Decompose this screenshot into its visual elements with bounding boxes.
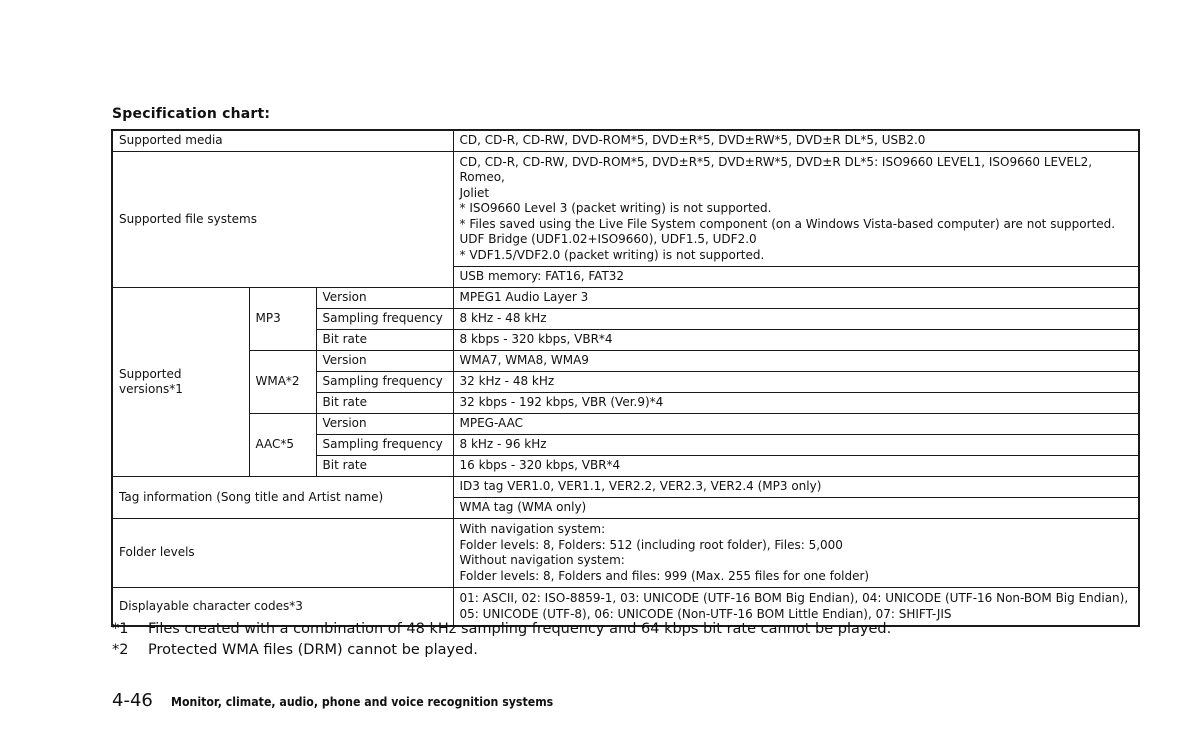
folder-levels-line: Without navigation system:	[459, 553, 625, 567]
param-label: Sampling frequency	[316, 309, 453, 330]
folder-levels-line: Folder levels: 8, Folders and files: 999 (Max. 255 files for one folder)	[459, 568, 870, 583]
param-label: Version	[316, 288, 453, 309]
specification-table	[111, 129, 1140, 627]
footnote-text: Protected WMA files (DRM) cannot be played.	[148, 642, 478, 658]
supported-media-label: Supported media	[112, 130, 453, 151]
usb-memory-value: USB memory: FAT16, FAT32	[453, 267, 1139, 288]
param-value: MPEG1 Audio Layer 3	[453, 288, 1139, 309]
page-footer	[112, 690, 605, 711]
param-label: Bit rate	[316, 393, 453, 414]
table-row-tag-info	[112, 477, 1139, 498]
table-row-folder-levels	[112, 519, 1139, 588]
table-row	[112, 351, 1139, 372]
file-systems-label: Supported file systems	[112, 151, 453, 288]
footnotes	[112, 619, 891, 661]
param-value: 8 kHz - 48 kHz	[453, 309, 1139, 330]
table-row	[112, 414, 1139, 435]
param-label: Version	[316, 414, 453, 435]
table-row-supported-media	[112, 130, 1139, 151]
file-systems-line: Joliet	[459, 185, 490, 200]
param-label: Version	[316, 351, 453, 372]
folder-levels-label: Folder levels	[112, 519, 453, 588]
supported-versions-label	[112, 288, 249, 477]
file-systems-line: * VDF1.5/VDF2.0 (packet writing) is not supported.	[459, 247, 765, 262]
footnote-mark: *1	[112, 621, 129, 637]
section-title: Monitor, climate, audio, phone and voice recognition systems	[170, 694, 554, 709]
supported-media-value: CD, CD-R, CD-RW, DVD-ROM*5, DVD±R*5, DVD±RW*5, DVD±R DL*5, USB2.0	[453, 130, 1139, 151]
tag-info-label: Tag information (Song title and Artist name)	[112, 477, 453, 519]
param-value: 32 kHz - 48 kHz	[453, 372, 1139, 393]
file-systems-line: * ISO9660 Level 3 (packet writing) is not supported.	[459, 201, 772, 215]
file-systems-line: CD, CD-R, CD-RW, DVD-ROM*5, DVD±R*5, DVD±RW*5, DVD±R DL*5: ISO9660 LEVEL1, ISO9660 LEVEL2, Romeo,	[459, 154, 1093, 184]
param-label: Bit rate	[316, 456, 453, 477]
supported-versions-label-line: Supported	[119, 366, 182, 381]
format-name-mp3: MP3	[249, 288, 316, 351]
param-value: 16 kbps - 320 kbps, VBR*4	[453, 456, 1139, 477]
page-number: 4-46	[112, 690, 153, 711]
table-row-file-systems	[112, 151, 1139, 267]
footnote	[112, 640, 891, 661]
table-row	[112, 288, 1139, 309]
folder-levels-line: With navigation system:	[459, 522, 606, 536]
format-name-aac: AAC*5	[249, 414, 316, 477]
param-label: Sampling frequency	[316, 435, 453, 456]
char-codes-line: 05: UNICODE (UTF-8), 06: UNICODE (Non-UTF-16 BOM Little Endian), 07: SHIFT-JIS	[459, 606, 952, 621]
tag-info-value: WMA tag (WMA only)	[453, 498, 1139, 519]
file-systems-value	[453, 151, 1139, 267]
param-value: 8 kbps - 320 kbps, VBR*4	[453, 330, 1139, 351]
format-name-wma: WMA*2	[249, 351, 316, 414]
param-value: 32 kbps - 192 kbps, VBR (Ver.9)*4	[453, 393, 1139, 414]
file-systems-line: UDF Bridge (UDF1.02+ISO9660), UDF1.5, UDF2.0	[459, 232, 757, 246]
char-codes-line: 01: ASCII, 02: ISO-8859-1, 03: UNICODE (UTF-16 BOM Big Endian), 04: UNICODE (UTF-16 Non-BOM Big Endian),	[459, 591, 1129, 605]
file-systems-line: * Files saved using the Live File System component (on a Windows Vista-based computer) are not supported.	[459, 216, 1116, 231]
param-value: 8 kHz - 96 kHz	[453, 435, 1139, 456]
param-label: Sampling frequency	[316, 372, 453, 393]
param-label: Bit rate	[316, 330, 453, 351]
footnote-text: Files created with a combination of 48 kHz sampling frequency and 64 kbps bit rate cannot be played.	[148, 621, 892, 637]
specification-chart-heading: Specification chart:	[112, 106, 271, 122]
char-codes-label: Displayable character codes*3	[112, 588, 453, 627]
param-value: WMA7, WMA8, WMA9	[453, 351, 1139, 372]
folder-levels-line: Folder levels: 8, Folders: 512 (including root folder), Files: 5,000	[459, 537, 843, 552]
tag-info-value: ID3 tag VER1.0, VER1.1, VER2.2, VER2.3, VER2.4 (MP3 only)	[453, 477, 1139, 498]
folder-levels-value	[453, 519, 1139, 588]
supported-versions-label-line: versions*1	[119, 382, 183, 396]
param-value: MPEG-AAC	[453, 414, 1139, 435]
footnote	[112, 619, 891, 640]
footnote-mark: *2	[112, 642, 129, 658]
